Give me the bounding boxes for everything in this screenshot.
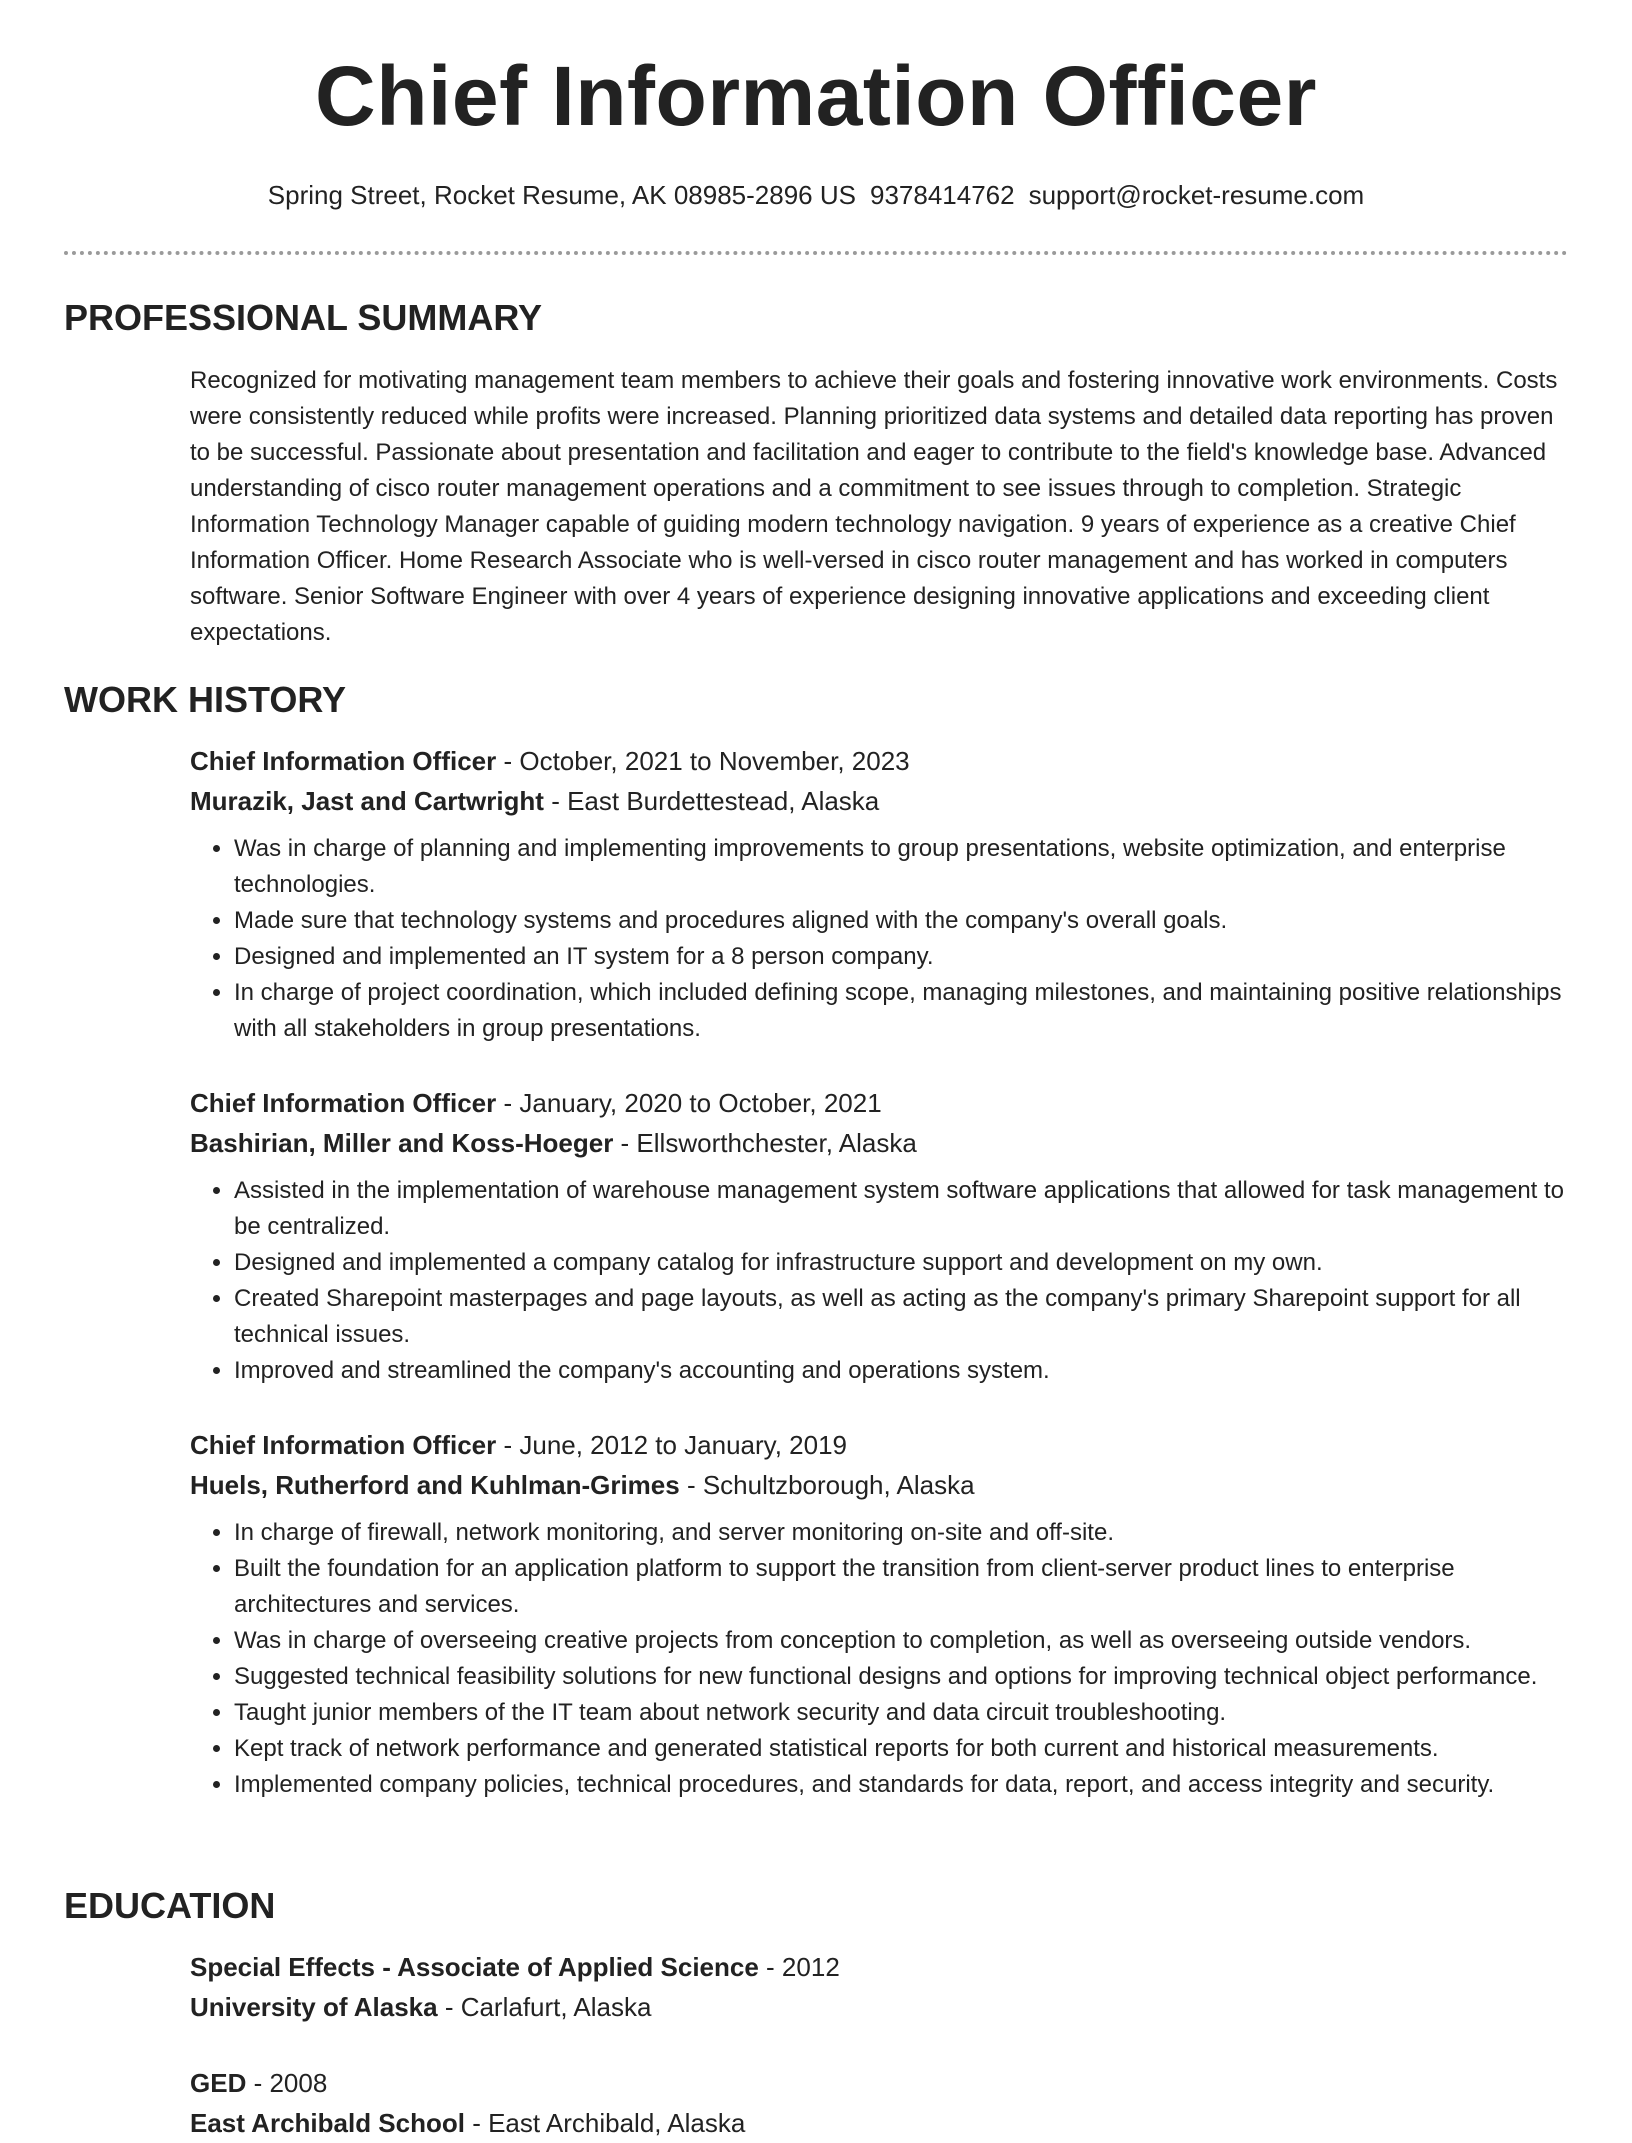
education-degree: GED [190,2068,247,2099]
contact-phone: 9378414762 [869,180,1015,210]
job-role: Chief Information Officer [190,1430,497,1461]
education-school: University of Alaska [190,1992,438,2023]
job-bullets [190,831,1568,1047]
education-school-line [190,2103,1568,2143]
job-location: - Schultzborough, Alaska [679,1470,975,1501]
education-degree: Special Effects - Associate of Applied Science [190,1952,759,1983]
job-company-line [190,781,1568,821]
education-location: - Carlafurt, Alaska [437,1992,652,2023]
work-history-heading: WORK HISTORY [64,679,347,720]
contact-address: Spring Street, Rocket Resume, AK 08985-2896 US [267,180,856,210]
job-bullet: • Was in charge of planning and implementing improvements to group presentations, website optimization, and enterprise technologies. [234,831,1568,903]
job-entry [190,1425,1568,1803]
job-bullet: • Designed and implemented a company catalog for infrastructure support and development on my own. [234,1245,1568,1281]
job-bullet: • Kept track of network performance and generated statistical reports for both current and historical measurements. [234,1731,1568,1767]
job-bullet: • Made sure that technology systems and procedures aligned with the company's overall goals. [234,903,1568,939]
job-bullet: • Assisted in the implementation of warehouse management system software applications that allowed for task management to be centralized. [234,1173,1568,1245]
education-degree-line [190,2063,1568,2103]
job-bullet: • Improved and streamlined the company's accounting and operations system. [234,1353,1568,1389]
job-location: - East Burdettestead, Alaska [543,786,880,817]
job-bullets [190,1515,1568,1803]
education-degree-line [190,1947,1568,1987]
job-bullet: • Implemented company policies, technical procedures, and standards for data, report, and access integrity and security. [234,1767,1568,1803]
job-dates: - October, 2021 to November, 2023 [496,746,910,777]
job-role: Chief Information Officer [190,1088,497,1119]
job-title-line [190,741,1568,781]
job-company-line [190,1123,1568,1163]
work-history-section [64,678,1568,1803]
education-school-line [190,1987,1568,2027]
summary-heading: PROFESSIONAL SUMMARY [64,297,543,338]
job-company: Murazik, Jast and Cartwright [190,786,544,817]
job-role: Chief Information Officer [190,746,497,777]
education-location: - East Archibald, Alaska [464,2108,746,2139]
job-entry [190,1083,1568,1389]
job-company-line [190,1465,1568,1505]
job-bullet: • Taught junior members of the IT team about network security and data circuit troubleshooting. [234,1695,1568,1731]
job-bullet: • In charge of firewall, network monitoring, and server monitoring on-site and off-site. [234,1515,1568,1551]
resume-name-title: Chief Information Officer [315,49,1317,143]
job-title-line [190,1425,1568,1465]
education-year: - 2008 [246,2068,328,2099]
job-bullet: • Was in charge of overseeing creative projects from conception to completion, as well as overseeing outside vendors. [234,1623,1568,1659]
job-bullet: • Created Sharepoint masterpages and page layouts, as well as acting as the company's primary Sharepoint support for all technical issues. [234,1281,1568,1353]
job-dates: - January, 2020 to October, 2021 [496,1088,882,1119]
education-entry [190,2063,1568,2143]
job-company: Bashirian, Miller and Koss-Hoeger [190,1128,614,1159]
job-bullet: • Suggested technical feasibility solutions for new functional designs and options for improving technical object performance. [234,1659,1568,1695]
education-year: - 2012 [758,1952,840,1983]
contact-info [0,180,1632,211]
job-bullets [190,1173,1568,1389]
contact-email: support@rocket-resume.com [1028,180,1365,210]
job-bullet: • In charge of project coordination, which included defining scope, managing milestones, and maintaining positive relationships with all stakeholders in group presentations. [234,975,1568,1047]
education-heading: EDUCATION [64,1885,276,1926]
job-bullet: • Designed and implemented an IT system for a 8 person company. [234,939,1568,975]
education-school: East Archibald School [190,2108,465,2139]
education-entry [190,1947,1568,2027]
education-section [64,1884,1568,2143]
job-company: Huels, Rutherford and Kuhlman-Grimes [190,1470,680,1501]
summary-text: Recognized for motivating management team members to achieve their goals and fostering innovative work environments. Costs were consistently reduced while profits were increased. Planning prioritized data systems and detailed data reporting has proven to be successful. Passionate about presentation and facilitation and eager to contribute to the field's knowledge base. Advanced understanding of cisco router management operations and a commitment to see issues through to completion. Strategic Information Technology Manager capable of guiding modern technology navigation. 9 years of experience as a creative Chief Information Officer. Home Research Associate who is well-versed in cisco router management and has worked in computers software. Senior Software Engineer with over 4 years of experience designing innovative applications and exceeding client expectations. [190,367,1558,647]
job-dates: - June, 2012 to January, 2019 [496,1430,848,1461]
job-location: - Ellsworthchester, Alaska [613,1128,917,1159]
job-title-line [190,1083,1568,1123]
job-bullet: • Built the foundation for an application platform to support the transition from client-server product lines to enterprise architectures and services. [234,1551,1568,1623]
summary-section [64,296,1568,651]
job-entry [190,741,1568,1047]
header-divider [64,251,1568,255]
